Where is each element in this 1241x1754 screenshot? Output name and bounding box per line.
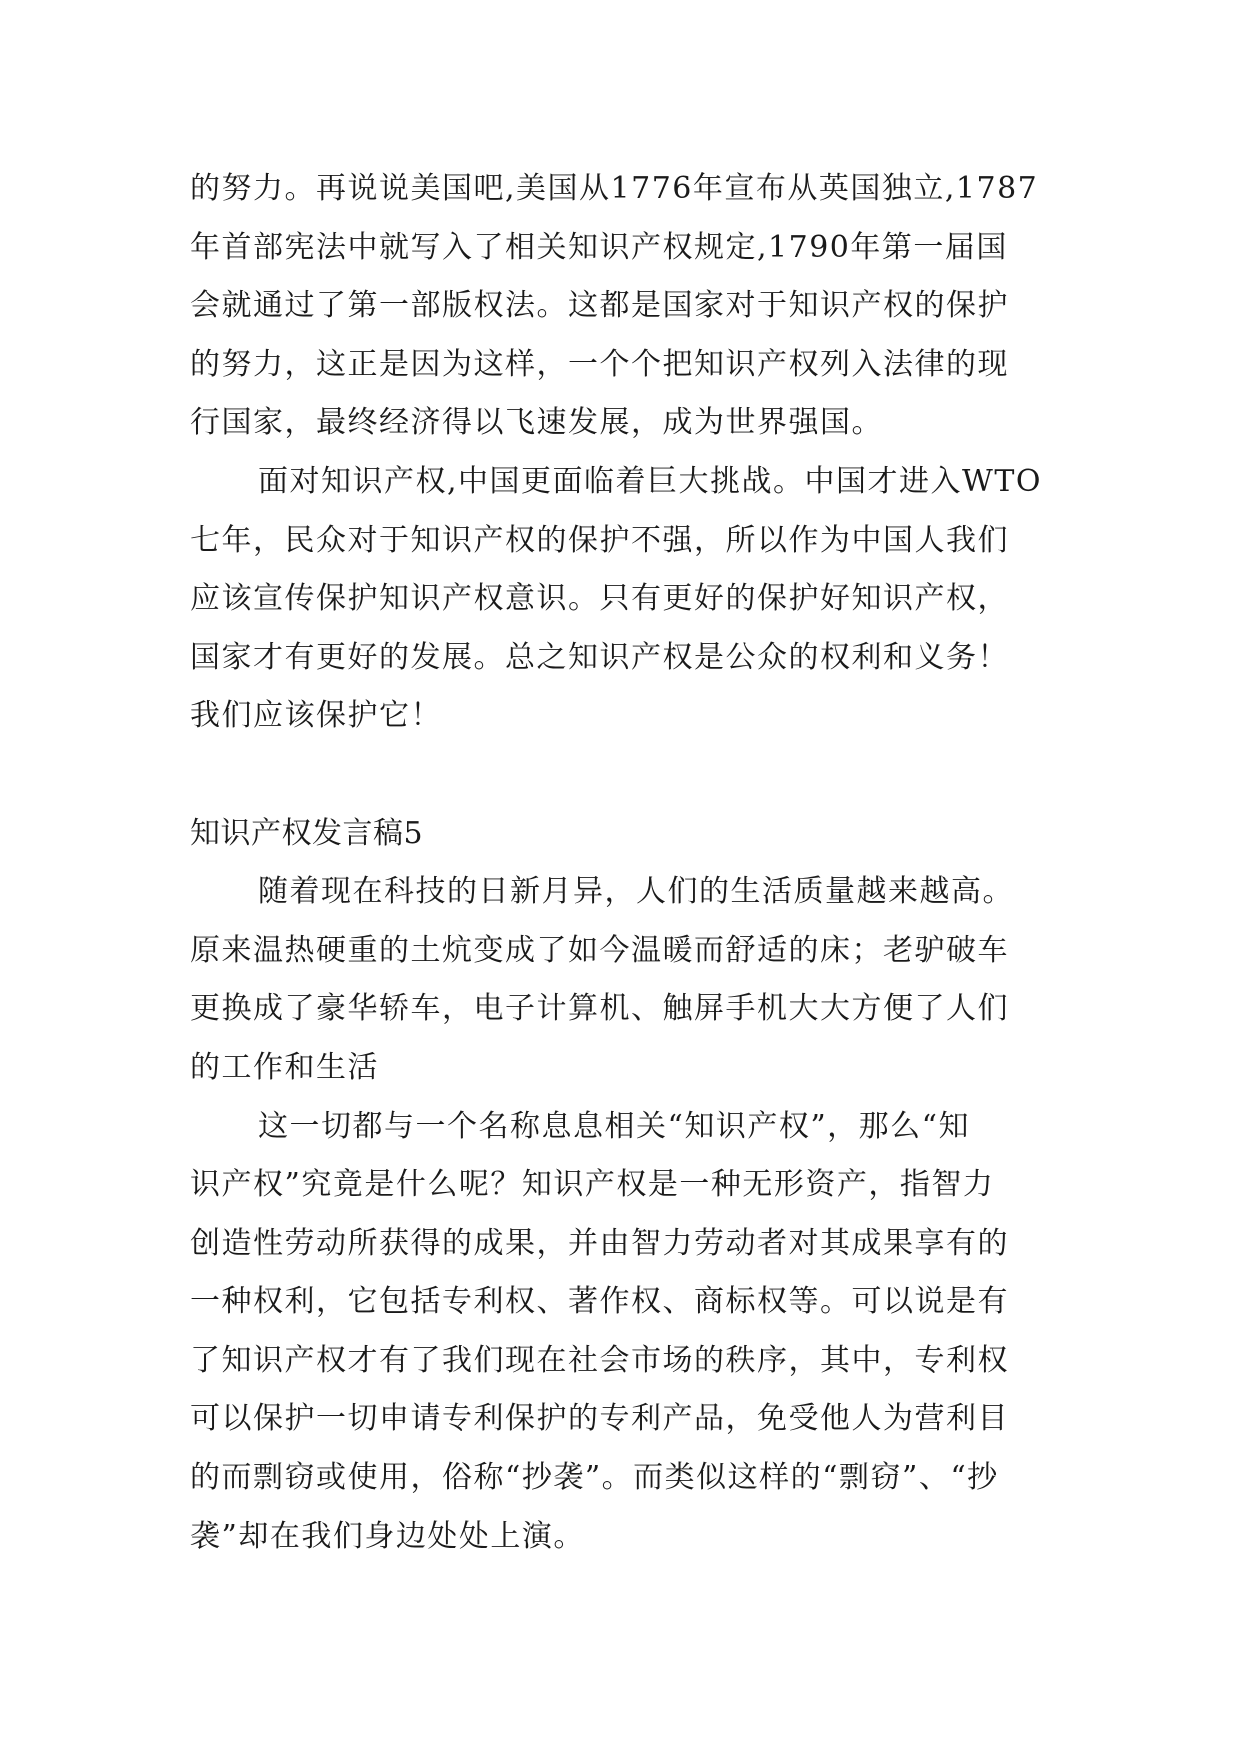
text-line: 国家才有更好的发展。总之知识产权是公众的权利和义务！ [190,639,1009,675]
text-line: 原来温热硬重的土炕变成了如今温暖而舒适的床；老驴破车 [190,932,1009,968]
text-line: 会就通过了第一部版权法。这都是国家对于知识产权的保护 [190,288,1009,324]
text-line: 创造性劳动所获得的成果，并由智力劳动者对其成果享有的 [190,1225,1009,1261]
text-line: 一种权利，它包括专利权、著作权、商标权等。可以说是有 [190,1284,1009,1320]
text-line: 应该宣传保护知识产权意识。只有更好的保护好知识产权， [190,581,1009,617]
text-line: 的努力，这正是因为这样，一个个把知识产权列入法律的现 [190,346,1009,382]
text-line: 七年，民众对于知识产权的保护不强，所以作为中国人我们 [190,522,1009,558]
text-line: 更换成了豪华轿车，电子计算机、触屏手机大大方便了人们 [190,991,1009,1027]
text-line: 行国家，最终经济得以飞速发展，成为世界强国。 [190,405,883,441]
text-line: 我们应该保护它！ [190,698,442,734]
paragraph [190,1098,1070,1567]
text-line: 面对知识产权,中国更面临着巨大挑战。中国才进入WTO [258,463,1042,499]
text-line: 这一切都与一个名称息息相关“知识产权”，那么“知 [258,1108,971,1144]
text-line: 的而剽窃或使用，俗称“抄袭”。而类似这样的“剽窃”、“抄 [190,1460,999,1496]
text-line: 年首部宪法中就写入了相关知识产权规定,1790年第一届国 [190,229,1008,265]
document-body [190,160,1070,1566]
text-line: 可以保护一切申请专利保护的专利产品，免受他人为营利目 [190,1401,1009,1437]
text-line: 袭”却在我们身边处处上演。 [190,1518,585,1554]
blank-line [190,746,1070,805]
text-line: 了知识产权才有了我们现在社会市场的秩序，其中，专利权 [190,1342,1009,1378]
paragraph [190,160,1070,453]
paragraph [190,453,1070,746]
text-line: 的努力。再说说美国吧,美国从1776年宣布从英国独立,1787 [190,171,1039,206]
paragraph [190,863,1070,1097]
text-line: 的工作和生活 [190,1049,379,1085]
section-heading: 知识产权发言稿5 [190,815,424,851]
text-line: 识产权”究竟是什么呢？知识产权是一种无形资产，指智力 [190,1167,995,1203]
text-line: 随着现在科技的日新月异，人们的生活质量越来越高。 [258,874,1014,910]
